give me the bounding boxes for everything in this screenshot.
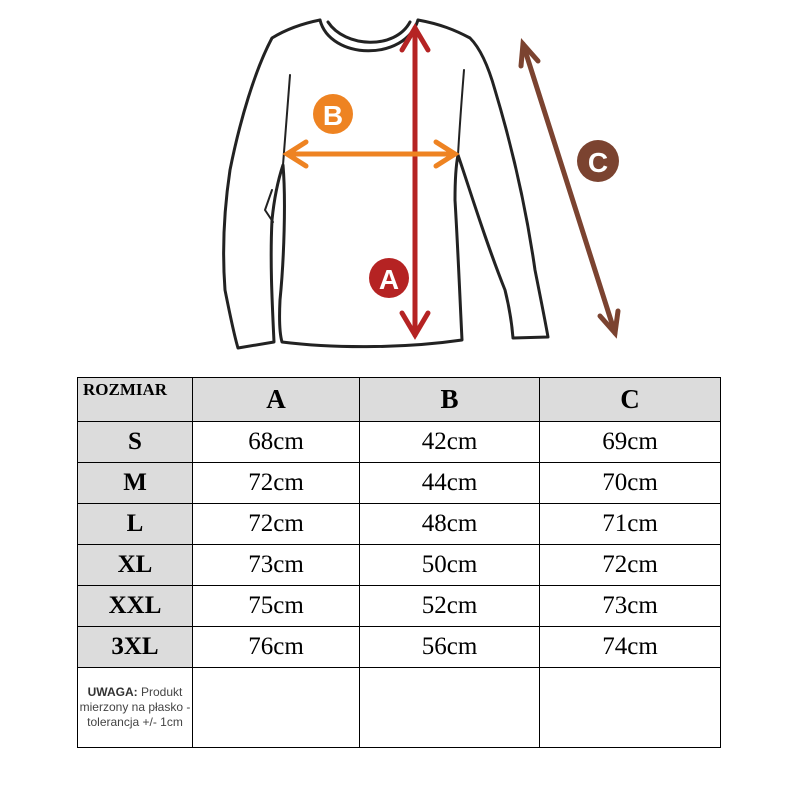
measurement-c: 73cm	[540, 586, 721, 627]
empty-cell	[540, 668, 721, 748]
tolerance-note	[78, 668, 193, 748]
size-label: M	[78, 463, 193, 504]
measurement-a: 73cm	[193, 545, 360, 586]
measurement-c: 71cm	[540, 504, 721, 545]
note-row	[78, 668, 721, 748]
note-label: UWAGA:	[87, 685, 138, 699]
shirt-measurement-diagram	[0, 0, 794, 370]
size-label: XL	[78, 545, 193, 586]
empty-cell	[360, 668, 540, 748]
size-chart-table	[77, 377, 721, 748]
measurement-c: 69cm	[540, 422, 721, 463]
size-label: L	[78, 504, 193, 545]
size-column-header: ROZMIAR	[78, 378, 193, 422]
table-row	[78, 422, 721, 463]
column-header-a: A	[193, 378, 360, 422]
size-label: XXL	[78, 586, 193, 627]
table-row	[78, 627, 721, 668]
table-row	[78, 586, 721, 627]
table-row	[78, 463, 721, 504]
column-header-c: C	[540, 378, 721, 422]
badge-c	[577, 140, 619, 182]
measurement-arrow-a	[402, 28, 428, 335]
measurement-b: 48cm	[360, 504, 540, 545]
badge-a	[369, 258, 409, 298]
measurement-b: 42cm	[360, 422, 540, 463]
measurement-arrow-c	[521, 44, 618, 333]
badge-b	[313, 94, 353, 134]
size-label: 3XL	[78, 627, 193, 668]
measurement-c: 74cm	[540, 627, 721, 668]
measurement-a: 72cm	[193, 463, 360, 504]
measurement-a: 76cm	[193, 627, 360, 668]
long-sleeve-shirt-outline	[224, 20, 548, 348]
measurement-b: 50cm	[360, 545, 540, 586]
measurement-c: 72cm	[540, 545, 721, 586]
table-row	[78, 545, 721, 586]
size-label: S	[78, 422, 193, 463]
note-text: Produkt mierzony na płasko - tolerancja +/- 1cm	[79, 685, 191, 729]
table-header-row	[78, 378, 721, 422]
badge-a-label: A	[378, 264, 400, 295]
empty-cell	[193, 668, 360, 748]
measurement-a: 72cm	[193, 504, 360, 545]
badge-b-label: B	[322, 100, 344, 131]
measurement-b: 56cm	[360, 627, 540, 668]
measurement-b: 44cm	[360, 463, 540, 504]
measurement-a: 68cm	[193, 422, 360, 463]
measurement-c: 70cm	[540, 463, 721, 504]
measurement-b: 52cm	[360, 586, 540, 627]
measurement-a: 75cm	[193, 586, 360, 627]
table-row	[78, 504, 721, 545]
measurement-arrow-b	[287, 142, 455, 166]
badge-c-label: C	[587, 147, 609, 178]
column-header-b: B	[360, 378, 540, 422]
